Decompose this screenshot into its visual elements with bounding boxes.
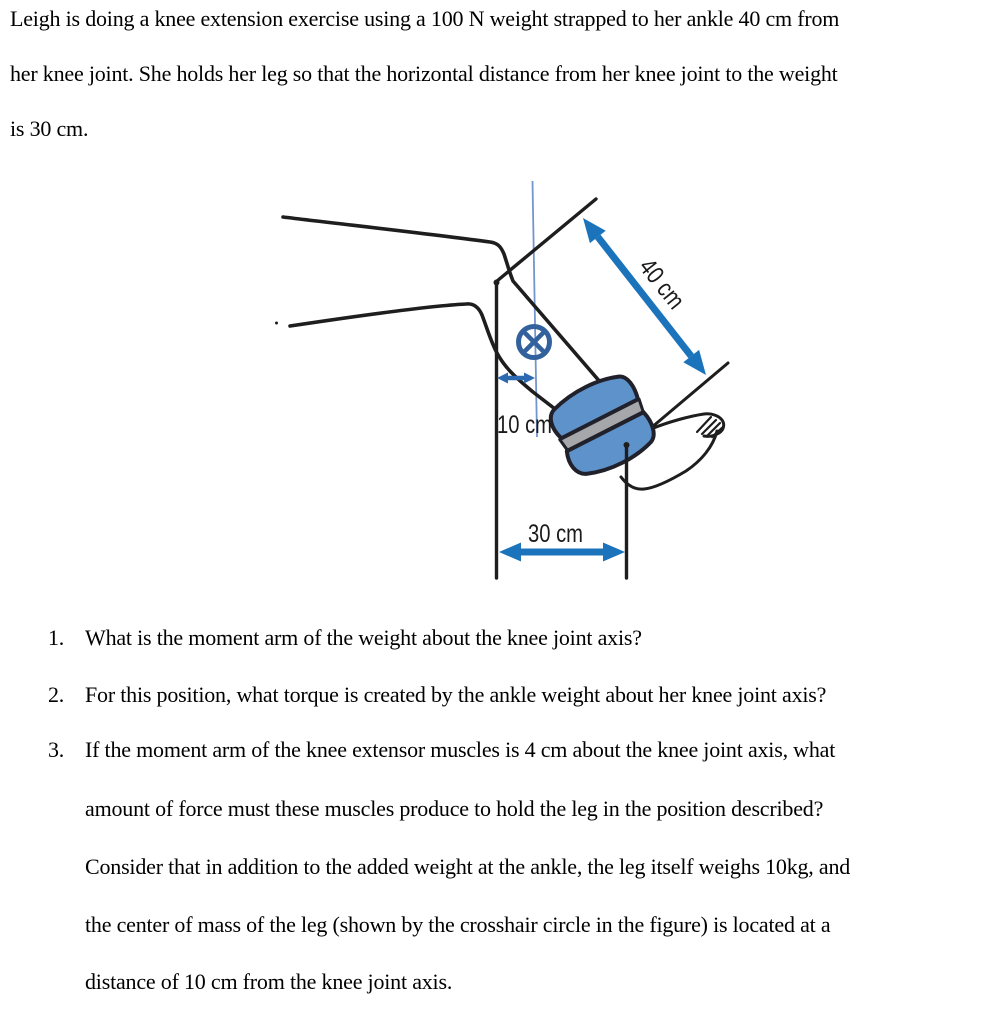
arrowhead-right-icon <box>603 543 625 562</box>
label-40cm: 40 cm <box>633 253 698 325</box>
problem-line: her knee joint. She holds her leg so that the horizontal distance from her knee joint to the weight <box>10 61 838 86</box>
question-line: For this position, what torque is created by the ankle weight about her knee joint axis? <box>85 682 827 707</box>
label-10cm: 10 cm <box>497 411 552 439</box>
question-line: amount of force must these muscles produce to hold the leg in the position described? <box>85 796 824 821</box>
question-line: Consider that in addition to the added weight at the ankle, the leg itself weighs 10kg, and <box>85 854 851 879</box>
question-number: 1. <box>48 625 65 650</box>
ankle-dot <box>624 442 630 448</box>
thigh-top-outline <box>283 217 601 383</box>
problem-line: is 30 cm. <box>10 116 89 141</box>
arrowhead-right-icon <box>524 373 535 384</box>
arrowhead-left-icon <box>497 373 508 384</box>
arrowhead-left-icon <box>499 543 521 562</box>
question-number: 3. <box>48 737 65 762</box>
problem-line: Leigh is doing a knee extension exercise using a 100 N weight strapped to her ankle 40 cm from <box>10 6 840 31</box>
ankle-weight <box>543 368 662 484</box>
knee-joint-dot <box>494 280 500 286</box>
label-30cm: 30 cm <box>528 520 583 548</box>
thigh-bottom-outline <box>290 304 568 419</box>
knee-extension-figure <box>250 170 750 610</box>
center-of-mass-symbol <box>519 327 550 358</box>
knee-dimension-extension-line <box>497 199 596 281</box>
question-line: What is the moment arm of the weight about the knee joint axis? <box>85 625 642 650</box>
leg-end-speck <box>275 322 278 325</box>
question-number: 2. <box>48 682 65 707</box>
ankle-dimension-extension-line <box>645 363 728 433</box>
question-line: distance of 10 cm from the knee joint axis. <box>85 969 453 994</box>
question-line: If the moment arm of the knee extensor muscles is 4 cm about the knee joint axis, what <box>85 737 836 762</box>
question-line: the center of mass of the leg (shown by the crosshair circle in the figure) is located at a <box>85 912 831 937</box>
dimension-arrow-10cm <box>497 373 535 384</box>
